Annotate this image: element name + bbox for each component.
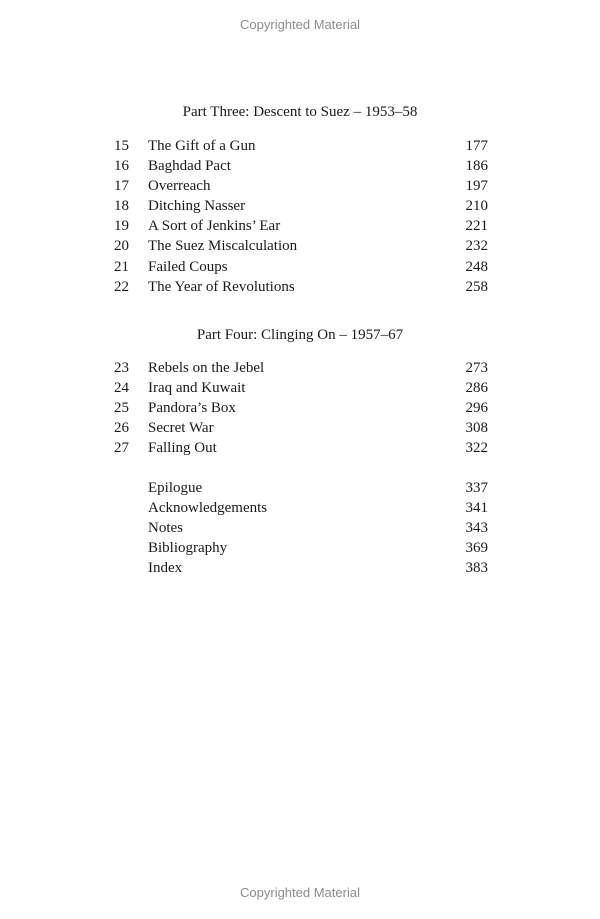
chapter-number: 21	[114, 258, 129, 275]
page-number: 308	[465, 420, 488, 437]
page-number: 343	[465, 520, 488, 537]
chapter-title: Falling Out	[148, 440, 217, 457]
page-number: 286	[465, 380, 488, 397]
chapter-number: 17	[114, 178, 129, 195]
toc-entry[interactable]	[0, 176, 600, 196]
page-number: 210	[465, 198, 488, 215]
section-title: Epilogue	[148, 480, 203, 496]
part-four-heading: Part Four: Clinging On – 1957–67	[196, 327, 404, 343]
part-three-heading: Part Three: Descent to Suez – 1953–58	[182, 104, 418, 120]
chapter-number: 20	[114, 238, 129, 255]
toc-entry[interactable]	[0, 438, 600, 458]
page-number: 296	[465, 400, 488, 417]
part-three-contents	[0, 136, 600, 297]
toc-entry[interactable]	[0, 418, 600, 438]
page-number: 369	[465, 540, 488, 557]
page-number: 273	[465, 360, 488, 376]
section-title: Index	[148, 560, 183, 577]
section-title: Acknowledgements	[148, 500, 268, 517]
chapter-number: 27	[114, 440, 129, 457]
copyright-watermark-top: Copyrighted Material	[240, 17, 360, 32]
toc-entry[interactable]	[0, 398, 600, 418]
page-number: 177	[465, 138, 488, 154]
chapter-title: Baghdad Pact	[148, 158, 231, 175]
toc-entry[interactable]	[0, 478, 600, 498]
toc-entry[interactable]	[0, 358, 600, 378]
page-number: 221	[465, 218, 488, 235]
chapter-title: Rebels on the Jebel	[148, 360, 265, 376]
toc-entry[interactable]	[0, 196, 600, 216]
chapter-title: Overreach	[148, 178, 211, 195]
part-four-contents	[0, 358, 600, 458]
page-number: 383	[465, 560, 488, 577]
chapter-number: 16	[114, 158, 129, 175]
page-number: 197	[465, 178, 488, 195]
toc-entry[interactable]	[0, 156, 600, 176]
chapter-title: Secret War	[148, 420, 214, 437]
toc-entry[interactable]	[0, 518, 600, 538]
page-number: 186	[465, 158, 488, 175]
copyright-watermark-bottom: Copyrighted Material	[240, 885, 360, 900]
chapter-number: 25	[114, 400, 129, 417]
chapter-number: 18	[114, 198, 129, 215]
back-matter-contents	[0, 478, 600, 578]
toc-entry[interactable]	[0, 236, 600, 256]
page-number: 232	[465, 238, 488, 255]
section-title: Notes	[148, 520, 183, 537]
toc-entry[interactable]	[0, 277, 600, 297]
toc-entry[interactable]	[0, 498, 600, 518]
toc-entry[interactable]	[0, 538, 600, 558]
section-title: Bibliography	[148, 540, 228, 557]
page-number: 337	[465, 480, 488, 496]
chapter-title: The Suez Miscalculation	[148, 238, 298, 255]
page-number: 322	[465, 440, 488, 457]
chapter-number: 24	[114, 380, 129, 397]
chapter-title: A Sort of Jenkins’ Ear	[148, 218, 281, 235]
chapter-title: Ditching Nasser	[148, 198, 246, 215]
page-number: 341	[465, 500, 488, 517]
toc-entry[interactable]	[0, 216, 600, 236]
chapter-number: 15	[114, 138, 129, 154]
chapter-title: Failed Coups	[148, 258, 228, 275]
page-number: 248	[465, 258, 488, 275]
chapter-number: 23	[114, 360, 129, 376]
chapter-title: The Year of Revolutions	[148, 278, 295, 295]
chapter-title: The Gift of a Gun	[148, 138, 256, 154]
toc-entry[interactable]	[0, 558, 600, 578]
chapter-number: 19	[114, 218, 129, 235]
toc-entry[interactable]	[0, 257, 600, 277]
chapter-number: 26	[114, 420, 129, 437]
page-number: 258	[465, 278, 488, 295]
chapter-number: 22	[114, 278, 129, 295]
toc-entry[interactable]	[0, 378, 600, 398]
chapter-title: Iraq and Kuwait	[148, 380, 246, 397]
chapter-title: Pandora’s Box	[148, 400, 236, 417]
toc-entry[interactable]	[0, 136, 600, 156]
